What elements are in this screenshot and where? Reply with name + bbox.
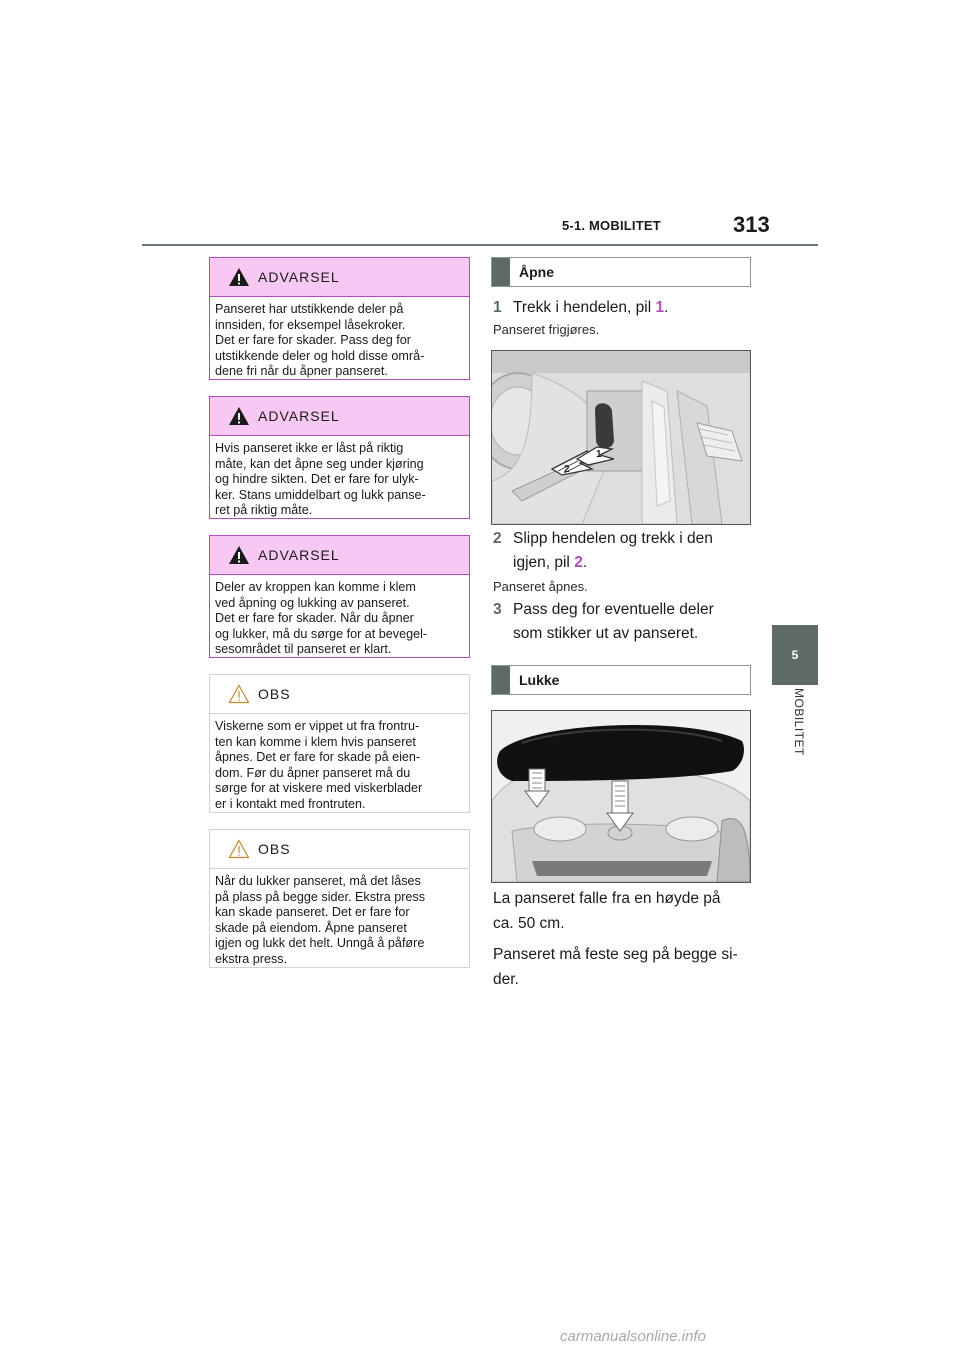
- warning-title: ADVARSEL: [258, 547, 340, 563]
- warning-text: Hvis panseret ikke er låst på riktig måte, kan det åpne seg under kjøring og hindre sikten. Det er fare for ulyk- ker. Stans umiddelbart og lukk panse- ret på riktig måte.: [215, 441, 426, 517]
- warning-triangle-icon: [228, 406, 250, 426]
- warning-title: ADVARSEL: [258, 408, 340, 424]
- notice-triangle-icon: [228, 684, 250, 704]
- chapter-number: 5: [791, 648, 799, 662]
- warning-triangle-icon: [228, 545, 250, 565]
- close-paragraph-1-line1: La panseret falle fra en høyde på: [493, 890, 721, 907]
- step-text-line1: Pass deg for eventuelle deler: [513, 601, 714, 618]
- step-end: .: [582, 554, 588, 571]
- figure-hood-close: [491, 710, 751, 883]
- section-title: 5-1. MOBILITET: [562, 218, 661, 233]
- warning-title: ADVARSEL: [258, 269, 340, 285]
- chapter-tab[interactable]: [772, 625, 818, 685]
- step-ref: 1: [655, 299, 665, 316]
- warning-triangle-icon: [228, 267, 250, 287]
- step-1: [493, 296, 668, 320]
- warning-text: Panseret har utstikkende deler på innsiden, for eksempel låsekroker. Det er fare for skader. Pass deg for utstikkende deler og hold disse områ- dene fri når du åpner panseret.: [215, 302, 425, 378]
- step-3: [493, 598, 714, 646]
- section-bar: [492, 258, 510, 286]
- close-paragraph-2-line2: der.: [493, 971, 519, 988]
- close-paragraph-1: [493, 886, 763, 936]
- step-text-line1: Slipp hendelen og trekk i den: [513, 530, 713, 547]
- step-ref: 2: [574, 554, 583, 571]
- notice-box-1: [209, 674, 470, 813]
- chapter-label: MOBILITET: [792, 688, 806, 756]
- section-header-close: [491, 665, 751, 695]
- section-label: Åpne: [519, 264, 554, 280]
- hood-release-illustration: [492, 351, 750, 524]
- notice-text: Når du lukker panseret, må det låses på plass på begge sider. Ekstra press kan skade panseret. Det er fare for skade på eiendom. Åpne panseret igjen og lukk det helt. Unngå å påføre ekstra press.: [215, 874, 426, 966]
- hood-close-illustration: [492, 711, 750, 882]
- note-opens: Panseret åpnes.: [493, 579, 588, 594]
- warning-header: [210, 397, 469, 436]
- step-end: .: [664, 299, 669, 316]
- note-released: Panseret frigjøres.: [493, 322, 600, 337]
- warning-header: [210, 258, 469, 297]
- close-paragraph-2: [493, 942, 763, 992]
- notice-text: Viskerne som er vippet ut fra frontru- ten kan komme i klem hvis panseret åpnes. Det er fare for skade på eien- dom. Før du åpner panseret må du sørge for at viskere med viskerblader er i kontakt med frontruten.: [215, 719, 423, 811]
- watermark: carmanualsonline.info: [560, 1328, 706, 1345]
- notice-header: [210, 830, 469, 869]
- warning-text: Deler av kroppen kan komme i klem ved åpning og lukking av panseret. Det er fare for skader. Når du åpner og lukker, må du sørge for at bevegel- sesområdet til panseret er klart.: [215, 580, 428, 656]
- step-text: Trekk i hendelen, pil: [513, 299, 656, 316]
- warning-box-2: [209, 396, 470, 519]
- section-label: Lukke: [519, 672, 560, 688]
- warning-header: [210, 536, 469, 575]
- notice-box-2: [209, 829, 470, 968]
- step-number: 1: [493, 299, 502, 316]
- notice-header: [210, 675, 469, 714]
- notice-triangle-icon: [228, 839, 250, 859]
- close-paragraph-1-line2: ca. 50 cm.: [493, 915, 565, 932]
- close-paragraph-2-line1: Panseret må feste seg på begge si-: [493, 946, 738, 963]
- page-number: 313: [733, 212, 770, 237]
- section-header-open: [491, 257, 751, 287]
- figure-label-1: 1: [596, 449, 602, 460]
- section-bar: [492, 666, 510, 694]
- step-2: [493, 527, 713, 575]
- figure-label-2: 2: [564, 464, 570, 475]
- header-rule: [142, 244, 818, 246]
- step-number: 2: [493, 530, 502, 547]
- notice-title: OBS: [258, 686, 291, 702]
- step-number: 3: [493, 601, 502, 618]
- warning-box-3: [209, 535, 470, 658]
- figure-hood-release: [491, 350, 751, 525]
- step-text-line2: som stikker ut av panseret.: [513, 625, 699, 642]
- step-text-line2: igjen, pil: [513, 554, 575, 571]
- warning-box-1: [209, 257, 470, 380]
- notice-title: OBS: [258, 841, 291, 857]
